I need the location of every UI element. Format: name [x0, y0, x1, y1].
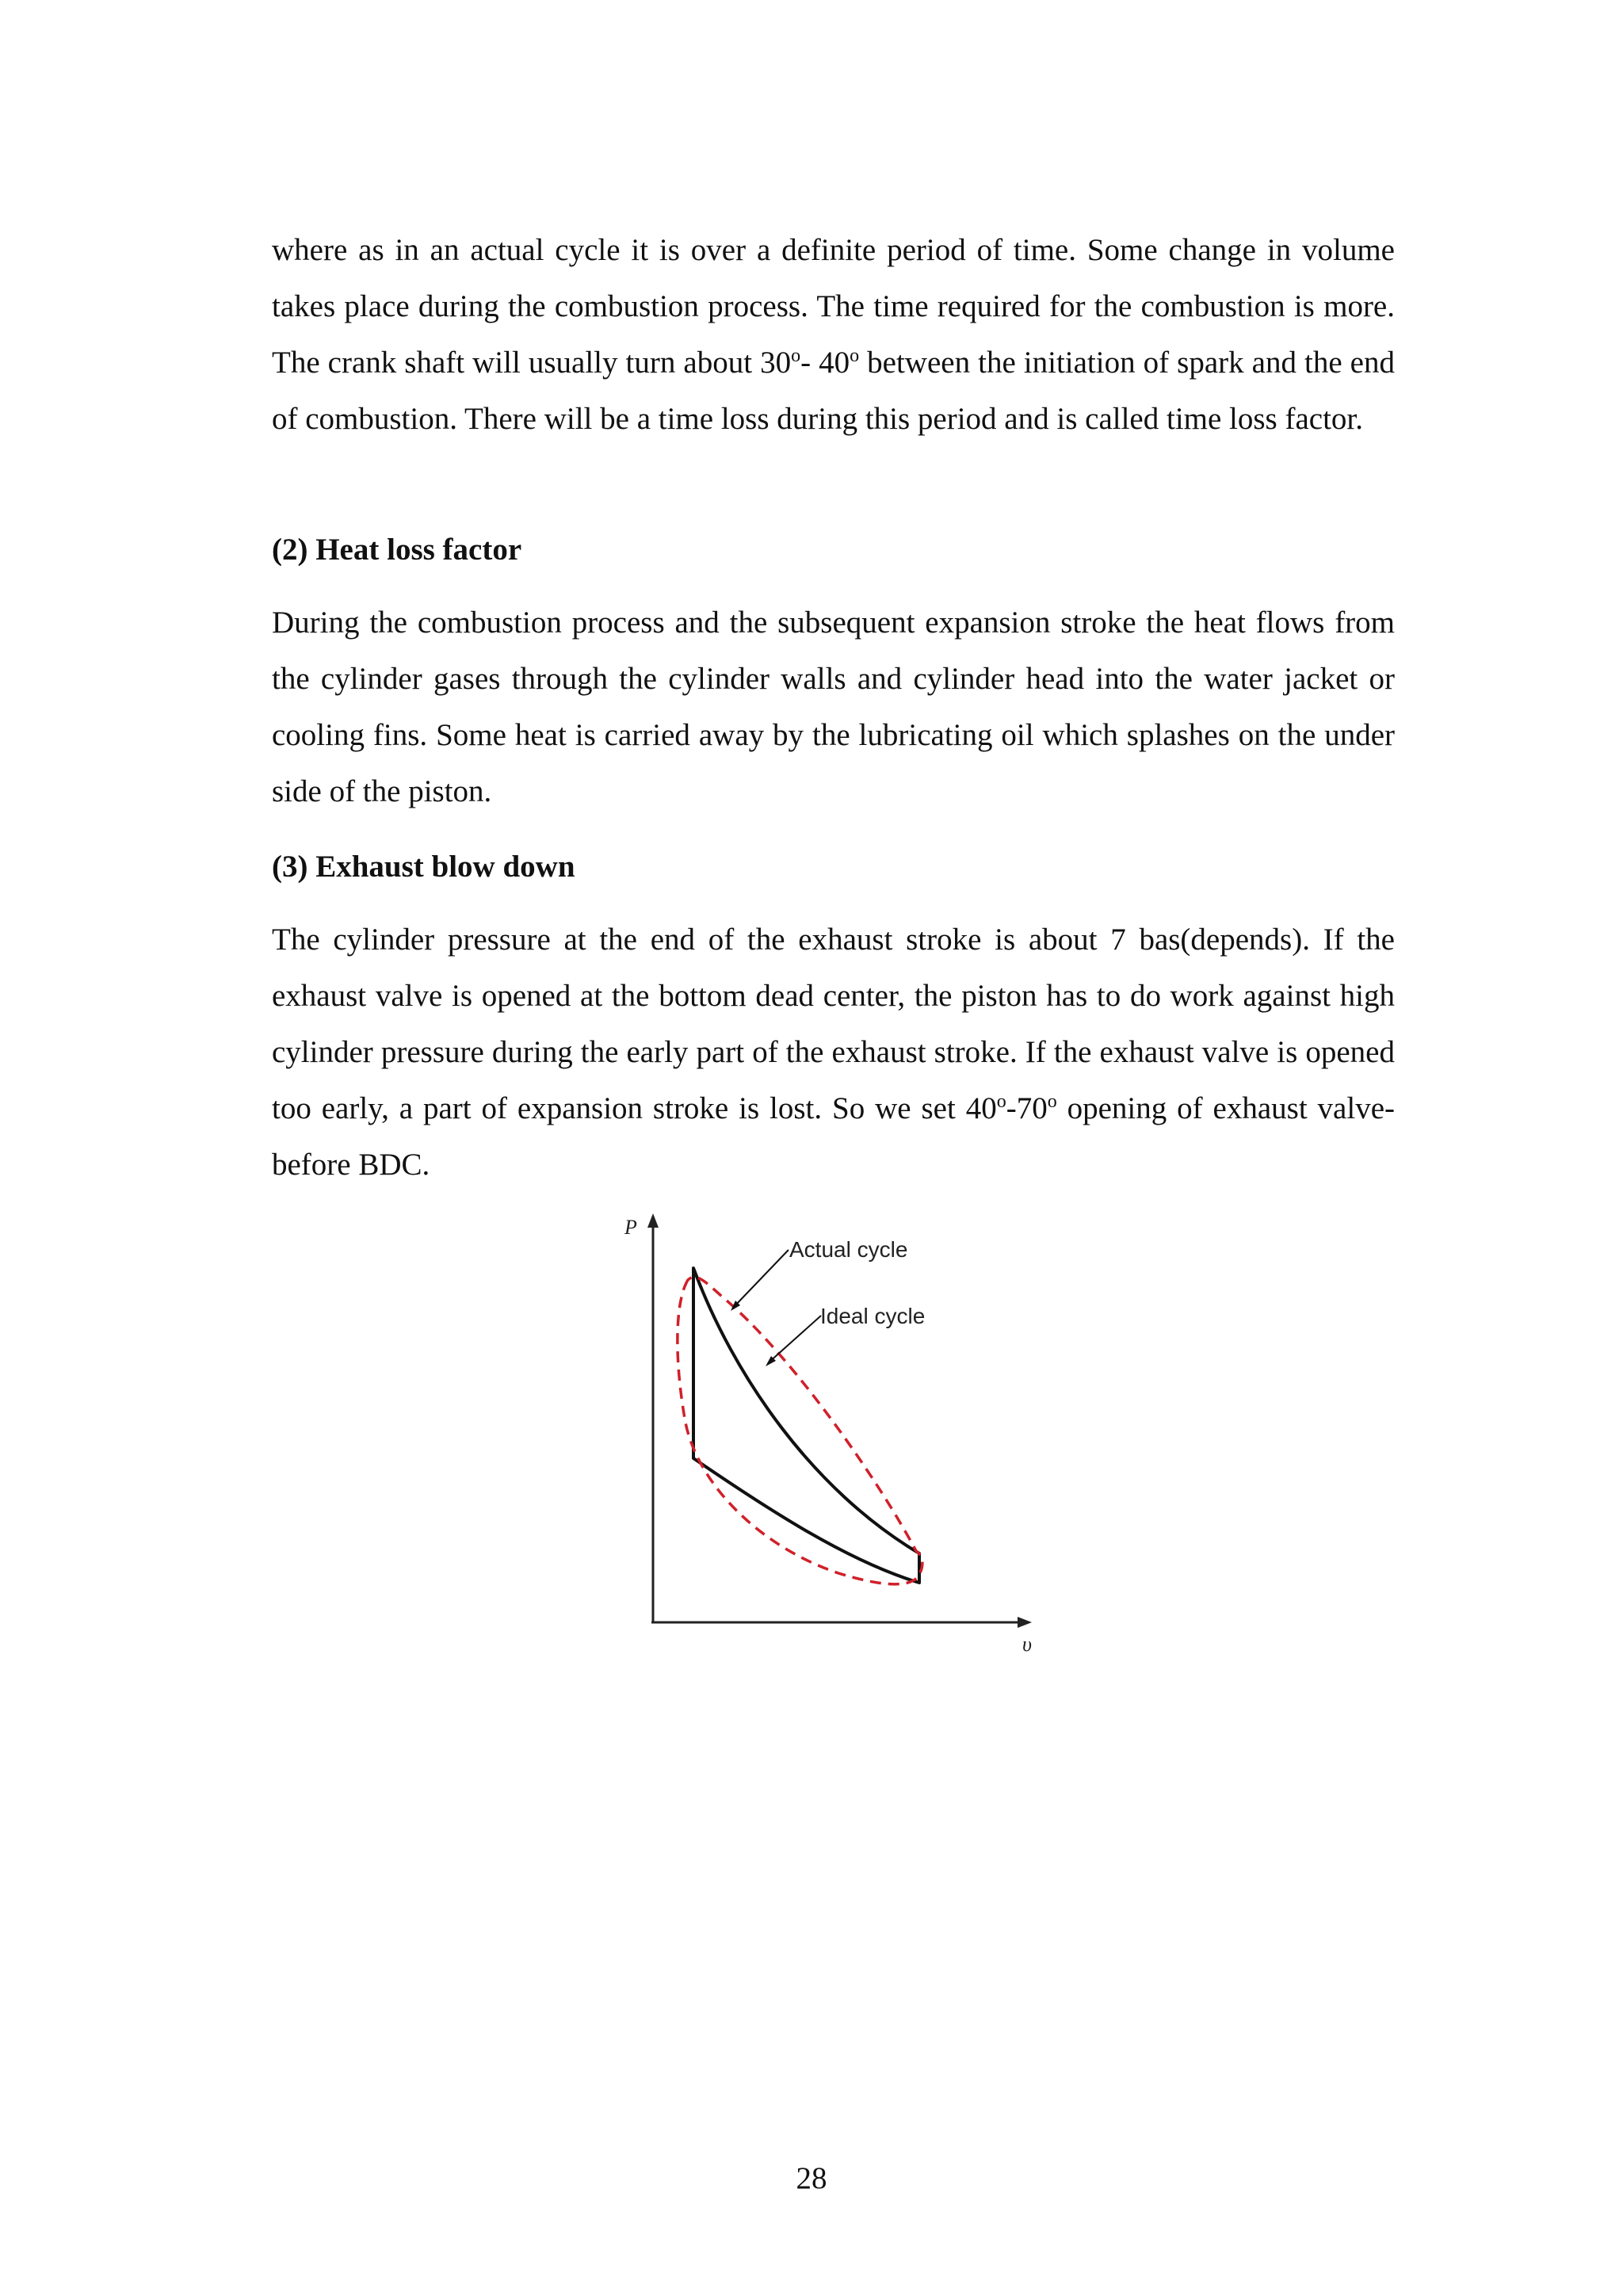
y-axis-arrow	[647, 1213, 659, 1228]
paragraph-text: During the combustion process and the subsequent expansion stroke the heat flows from the cylinder gases through the cylinder walls and cylinder head into the water jacket or cooling fins. Some heat is carried away by the lubricating oil which splashes on the under side of the piston.	[272, 606, 1395, 808]
paragraph-text: -70	[1006, 1091, 1048, 1125]
paragraph-text: where as in an actual cycle it is over a definite period of time. Some change in volume takes place during the combustion process. The time required for the combustion is more. The crank shaft will usually turn about 30	[272, 233, 1395, 380]
paragraph-heat-loss	[272, 594, 1395, 819]
paragraph-text: - 40	[800, 346, 850, 380]
page-number: 28	[796, 2161, 827, 2195]
actual-cycle-label: Actual cycle	[789, 1237, 908, 1262]
degree-superscript: o	[996, 1091, 1006, 1112]
y-axis-label: P	[624, 1216, 637, 1239]
paragraph-text: between the initiation of spark and the end of combustion. There will be a time loss during this period and is called time loss factor.	[272, 346, 1395, 436]
x-axis-arrow	[1018, 1617, 1032, 1628]
degree-superscript: o	[1047, 1091, 1057, 1112]
heading-heat-loss-factor: (2) Heat loss factor	[272, 533, 522, 567]
heading-exhaust-blow-down: (3) Exhaust blow down	[272, 850, 575, 884]
paragraph-exhaust-blow-down	[272, 911, 1395, 1193]
ideal-cycle-leader-line	[768, 1316, 821, 1363]
paragraph-text: The cylinder pressure at the end of the exhaust stroke is about 7 bas(depends). If the exhaust valve is opened at the bottom dead center, the piston has to do work against high cylinder pressure during the early part of the exhaust stroke. If the exhaust valve is opened too early, a part of expansion stroke is lost. So we set 40	[272, 923, 1395, 1125]
degree-superscript: o	[850, 346, 860, 366]
degree-superscript: o	[791, 346, 801, 366]
actual-cycle-leader-line	[733, 1250, 789, 1308]
paragraph-time-loss	[272, 222, 1395, 447]
pv-diagram	[586, 1209, 1078, 1660]
x-axis-label: υ	[1022, 1633, 1032, 1656]
paragraph-text: opening of exhaust valve- before BDC.	[272, 1091, 1395, 1182]
ideal-cycle-label: Ideal cycle	[820, 1304, 926, 1328]
